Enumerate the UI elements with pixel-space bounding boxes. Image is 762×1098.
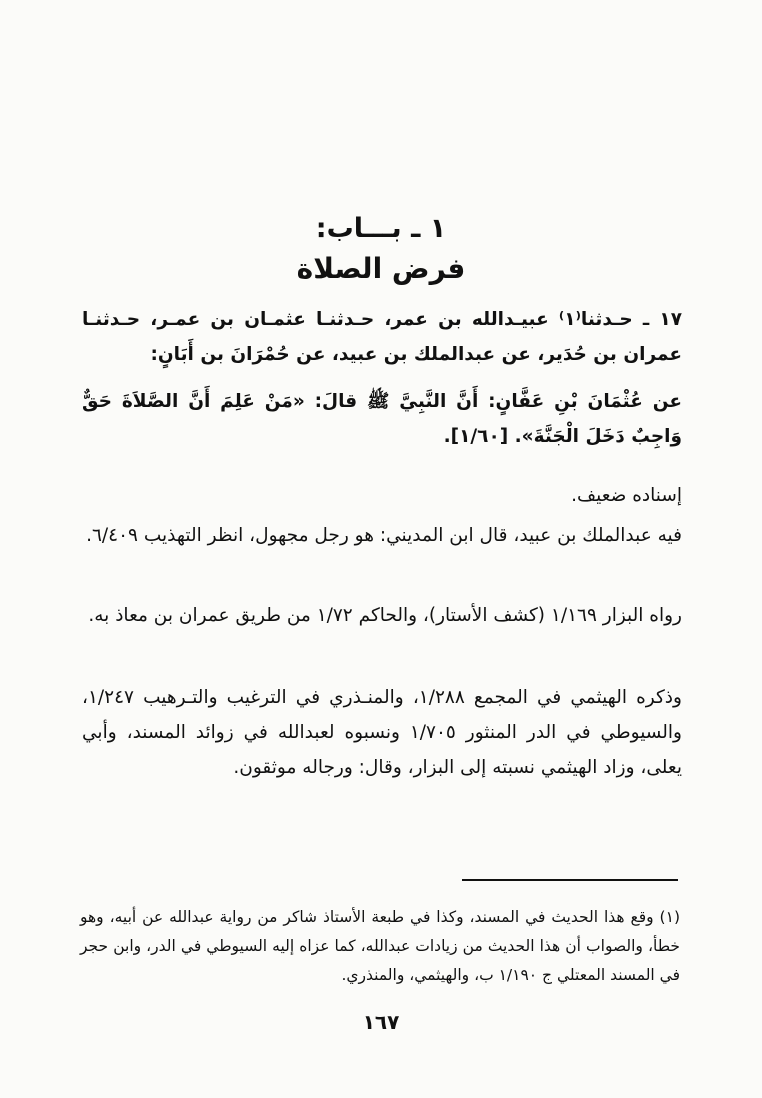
- page-number: ١٦٧: [362, 1010, 400, 1034]
- commentary-sources: رواه البزار ١/١٦٩ (كشف الأستار)، والحاكم ١/٧٢ من طريق عمران بن معاذ به.: [88, 605, 682, 626]
- commentary-grade: إسناده ضعيف.: [571, 485, 682, 506]
- hadith-matn: عن عُثْمَانَ بْنِ عَفَّانٍ: أَنَّ النَّبِيَّ ﷺ قالَ: «مَنْ عَلِمَ أَنَّ الصَّلاَةَ حَقٌّ وَاجِبٌ دَخَلَ الْجَنَّةَ». [١/٦٠].: [82, 391, 682, 447]
- hadith-isnad: ١٧ ـ حـدثنا⁽١⁾ عبيـدالله بن عمر، حـدثنـا عثمـان بن عمـر، حـدثنـا عمران بن حُدَير، عن عبدالملك بن عبيد، عن حُمْرَانَ بن أَبَانٍ:: [82, 309, 682, 365]
- commentary-narrator: فيه عبدالملك بن عبيد، قال ابن المديني: هو رجل مجهول، انظر التهذيب ٦/٤٠٩.: [86, 525, 682, 546]
- commentary-mentions: وذكره الهيثمي في المجمع ١/٢٨٨، والمنـذري في الترغيب والتـرهيب ١/٢٤٧، والسيوطي في الدر المنثور ١/٧٠٥ ونسبوه لعبدالله في زوائد المسند، وأبي يعلى، وزاد الهيثمي نسبته إلى البزار، وقال: ورجاله موثقون.: [82, 687, 682, 778]
- footnote-separator: [462, 879, 678, 881]
- footnote: (١) وقع هذا الحديث في المسند، وكذا في طبعة الأستاذ شاكر من رواية عبدالله عن أبيه، وهو خطأ، والصواب أن هذا الحديث من زيادات عبدالله، كما عزاه إليه السيوطي في الدر، وابن حجر في المسند المعتلي ج ١/١٩٠ ب، والهيثمي، والمنذري.: [80, 908, 680, 984]
- chapter-number: ١ ـ بـــاب:: [315, 213, 447, 244]
- chapter-title: فرض الصلاة: [296, 252, 466, 285]
